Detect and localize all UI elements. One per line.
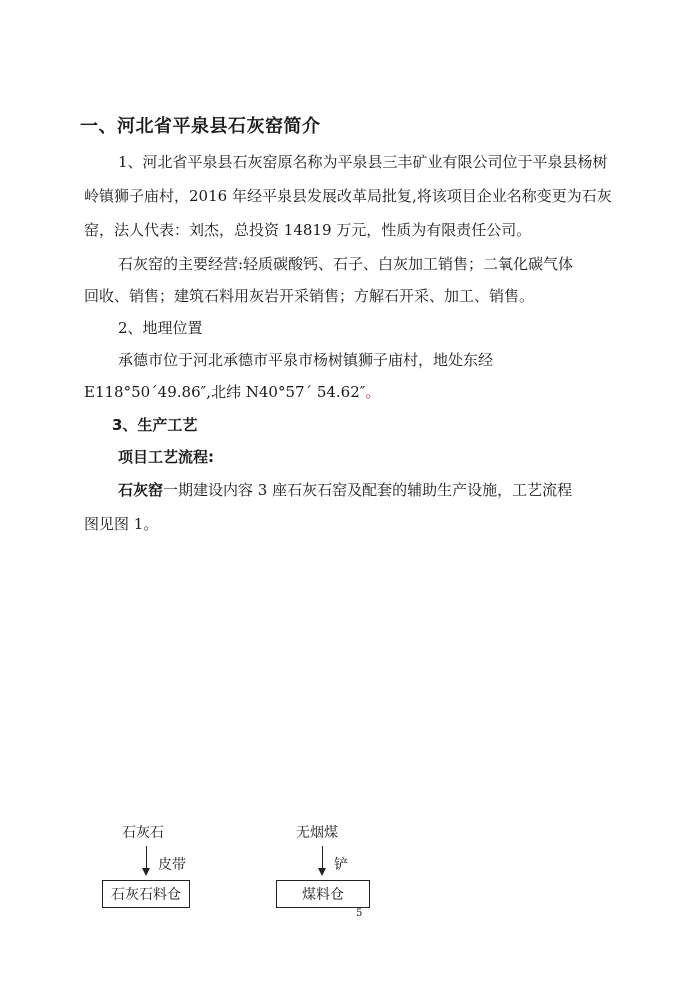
section-heading: 一、河北省平泉县石灰窑简介: [80, 116, 321, 137]
para1-line3: 窑，法人代表：刘杰，总投资 14819 万元，性质为有限责任公司。: [84, 221, 532, 239]
para1-line2: 岭镇狮子庙村，2016 年经平泉县发展改革局批复,将该项目企业名称变更为石灰: [84, 187, 612, 205]
process-desc-rest: 一期建设内容 3 座石灰石窑及配套的辅助生产设施，工艺流程: [163, 481, 573, 499]
item2-title: 2、地理位置: [118, 319, 203, 337]
left-arrow-head: [142, 868, 150, 876]
process-desc-emphasis: 石灰窑: [118, 481, 164, 499]
location-line2: [84, 382, 380, 402]
right-arrow-line: [322, 846, 323, 868]
item3-title: 3、生产工艺: [112, 416, 198, 434]
coordinates: E118°50´49.86″,北纬 N40°57´ 54.62″: [84, 383, 366, 401]
right-storage-box: 煤料仓: [276, 880, 370, 908]
process-desc-line1: [118, 480, 572, 500]
right-arrow-head: [318, 868, 326, 876]
left-transport-label: 皮带: [158, 857, 186, 873]
para1-line1: 1、河北省平泉县石灰窑原名称为平泉县三丰矿业有限公司位于平泉县杨树: [118, 153, 608, 171]
left-storage-box: 石灰石料仓: [102, 880, 190, 908]
left-source-label: 石灰石: [122, 825, 164, 841]
process-title: 项目工艺流程:: [118, 448, 214, 466]
process-desc-line2: 图见图 1。: [84, 515, 159, 533]
location-line1: 承德市位于河北承德市平泉市杨树镇狮子庙村，地处东经: [118, 351, 494, 369]
right-source-label: 无烟煤: [296, 825, 338, 841]
right-transport-label: 铲: [334, 857, 348, 873]
para2-line1: 石灰窑的主要经营:轻质碳酸钙、石子、白灰加工销售；二氧化碳气体: [118, 255, 574, 273]
para2-line2: 回收、销售；建筑石料用灰岩开采销售；方解石开采、加工、销售。: [84, 287, 535, 305]
left-arrow-line: [146, 846, 147, 868]
coordinates-end-mark: 。: [365, 383, 381, 401]
page-number: 5: [356, 908, 363, 919]
